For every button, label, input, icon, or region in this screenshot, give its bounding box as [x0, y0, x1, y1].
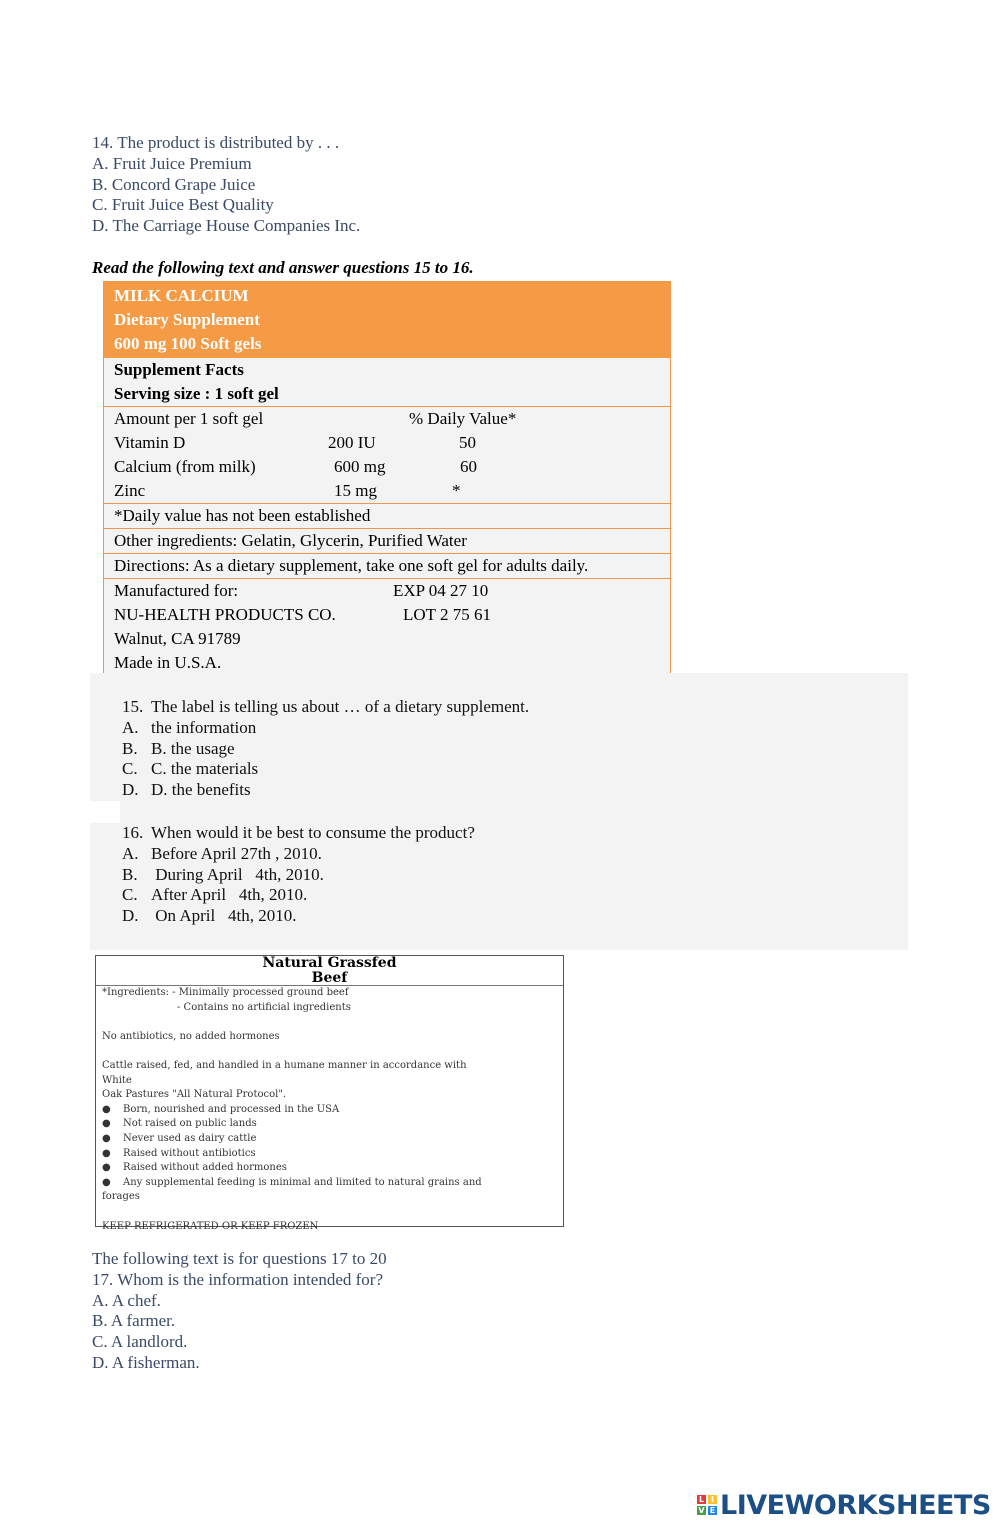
cattle-line-1: Cattle raised, fed, and handled in a humane manner in accordance with: [102, 1059, 467, 1071]
logo-tile: I: [708, 1495, 717, 1504]
city-row: [114, 627, 660, 651]
bullet-icon: ●: [102, 1118, 111, 1130]
option-c[interactable]: [122, 885, 622, 906]
bullet-text: Not raised on public lands: [123, 1118, 257, 1130]
ingredients-line-1: *Ingredients: - Minimally processed ground beef: [102, 987, 349, 998]
table-row: [114, 479, 660, 503]
other-ingredients: Other ingredients: Gelatin, Glycerin, Purified Water: [104, 528, 670, 553]
option-label: B.: [122, 738, 138, 758]
facts-title: Supplement Facts: [114, 360, 244, 379]
bullet-text: Raised without added hormones: [123, 1162, 287, 1174]
bullet-text: Never used as dairy cattle: [123, 1132, 257, 1144]
list-item: [102, 1161, 557, 1176]
option-d[interactable]: D. A fisherman.: [92, 1352, 200, 1372]
product-type: Dietary Supplement: [114, 310, 260, 329]
beef-title: [96, 956, 563, 986]
option-text: B. the usage: [151, 738, 235, 758]
label-header: [104, 282, 670, 358]
logo-tile: L: [698, 1495, 705, 1504]
list-item: [102, 1176, 557, 1191]
option-text: Before April 27th , 2010.: [151, 843, 322, 863]
option-a[interactable]: A. A chef.: [92, 1290, 161, 1310]
option-c[interactable]: C. A landlord.: [92, 1332, 188, 1352]
option-label: A.: [122, 717, 139, 737]
bullet-text: Born, nourished and processed in the USA: [123, 1103, 340, 1115]
option-d[interactable]: D. The Carriage House Companies Inc.: [92, 216, 361, 236]
daily-value-label: % Daily Value*: [409, 409, 517, 428]
title-line-2: Beef: [311, 970, 348, 986]
option-d[interactable]: [122, 780, 622, 801]
option-text: C. the materials: [151, 759, 259, 779]
spacer: [102, 1044, 557, 1059]
nutrient-name: Calcium (from milk): [114, 457, 256, 476]
option-label: D.: [122, 906, 139, 926]
cattle-line-2: White: [102, 1074, 132, 1086]
option-c[interactable]: C. Fruit Juice Best Quality: [92, 195, 274, 215]
table-row: [114, 455, 660, 479]
section-intro: The following text is for questions 17 to 20: [92, 1249, 387, 1268]
table-row: [114, 431, 660, 455]
nutrient-dv: 60: [460, 457, 477, 476]
option-text: D. the benefits: [151, 780, 251, 800]
block-gap: [90, 801, 120, 823]
bullet-icon: ●: [102, 1132, 111, 1144]
bullet-text: Any supplemental feeding is minimal and limited to natural grains and: [123, 1176, 482, 1188]
nutrient-table: [104, 406, 670, 503]
bullet-text: Raised without antibiotics: [123, 1147, 256, 1159]
nutrient-amount: 15 mg: [334, 481, 377, 500]
question-15: [122, 697, 622, 801]
spacer: [102, 1015, 557, 1030]
bullet-icon: ●: [102, 1103, 111, 1115]
product-name: MILK CALCIUM: [114, 286, 249, 305]
title-line-1: Natural Grassfed: [262, 955, 397, 971]
list-item: [102, 1132, 557, 1147]
option-b[interactable]: [122, 865, 622, 886]
option-label: C.: [122, 759, 138, 779]
serving-size: Serving size : 1 soft gel: [114, 384, 279, 403]
question-text: 14. The product is distributed by . . .: [92, 133, 340, 152]
storage-instruction: KEEP REFRIGERATED OR KEEP FROZEN: [102, 1220, 319, 1232]
nutrient-dv: 50: [459, 433, 476, 452]
bullet-icon: ●: [102, 1176, 111, 1188]
milk-calcium-label: [103, 281, 671, 676]
nutrient-name: Zinc: [114, 481, 146, 500]
facts-section: [104, 358, 670, 406]
made-in: Made in U.S.A.: [114, 653, 222, 672]
company-row: [114, 603, 660, 627]
question-number: 15.: [122, 697, 144, 716]
option-text: After April 4th, 2010.: [151, 885, 308, 905]
option-a[interactable]: [122, 844, 622, 865]
question-text: When would it be best to consume the product?: [151, 823, 475, 842]
nutrient-dv: *: [452, 481, 461, 500]
nutrient-amount: 600 mg: [334, 457, 386, 476]
city: Walnut, CA 91789: [114, 629, 241, 648]
footnote: *Daily value has not been established: [104, 503, 670, 528]
bullet-continuation: forages: [102, 1191, 140, 1203]
lot-number: LOT 2 75 61: [403, 605, 491, 624]
option-text: the information: [151, 717, 257, 737]
table-header: [114, 407, 660, 431]
question-16: [122, 823, 622, 927]
bullet-icon: ●: [102, 1162, 111, 1174]
logo-icon: [697, 1495, 717, 1515]
option-label: B.: [122, 864, 138, 884]
question-17: [92, 1249, 387, 1374]
beef-body: [96, 986, 563, 1234]
option-text: During April 4th, 2010.: [151, 864, 324, 884]
beef-label: [95, 955, 564, 1232]
question-14: [92, 133, 360, 237]
option-label: D.: [122, 780, 139, 800]
option-text: On April 4th, 2010.: [151, 906, 297, 926]
product-size: 600 mg 100 Soft gels: [114, 334, 262, 353]
logo-tile: V: [698, 1506, 705, 1515]
question-text: The label is telling us about … of a dietary supplement.: [151, 697, 530, 716]
amount-label: Amount per 1 soft gel: [114, 409, 264, 428]
option-a[interactable]: [122, 718, 622, 739]
expiry-date: EXP 04 27 10: [393, 581, 489, 600]
spacer: [102, 1205, 557, 1220]
question-line: [122, 823, 622, 844]
origin-row: [114, 651, 660, 675]
question-number: 16.: [122, 823, 144, 842]
nutrient-amount: 200 IU: [328, 433, 376, 452]
nutrient-name: Vitamin D: [114, 433, 186, 452]
list-item: [102, 1103, 557, 1118]
logo-text: LIVEWORKSHEETS: [720, 1489, 991, 1521]
question-line: [122, 697, 622, 718]
option-label: C.: [122, 885, 138, 905]
option-a[interactable]: A. Fruit Juice Premium: [92, 153, 252, 173]
company-name: NU-HEALTH PRODUCTS CO.: [114, 605, 336, 624]
option-c[interactable]: [122, 759, 622, 780]
manufacturer-row: [114, 579, 660, 603]
option-d[interactable]: [122, 906, 622, 927]
cattle-line-3: Oak Pastures "All Natural Protocol".: [102, 1089, 287, 1101]
manufactured-for: Manufactured for:: [114, 581, 239, 600]
logo-tile: E: [709, 1506, 716, 1515]
option-b[interactable]: [122, 739, 622, 760]
liveworksheets-logo[interactable]: [697, 1490, 991, 1520]
option-b[interactable]: B. A farmer.: [92, 1311, 176, 1331]
ingredients-line-2: - Contains no artificial ingredients: [177, 1001, 351, 1013]
list-item: [102, 1117, 557, 1132]
manufacturer-section: [104, 578, 670, 675]
bullet-icon: ●: [102, 1147, 111, 1159]
no-antibiotics: No antibiotics, no added hormones: [102, 1030, 280, 1042]
instruction-heading: Read the following text and answer questions 15 to 16.: [92, 258, 474, 277]
option-label: A.: [122, 843, 139, 863]
list-item: [102, 1147, 557, 1162]
directions: Directions: As a dietary supplement, take one soft gel for adults daily.: [104, 553, 670, 578]
option-b[interactable]: B. Concord Grape Juice: [92, 174, 256, 194]
question-text: 17. Whom is the information intended for?: [92, 1269, 383, 1289]
